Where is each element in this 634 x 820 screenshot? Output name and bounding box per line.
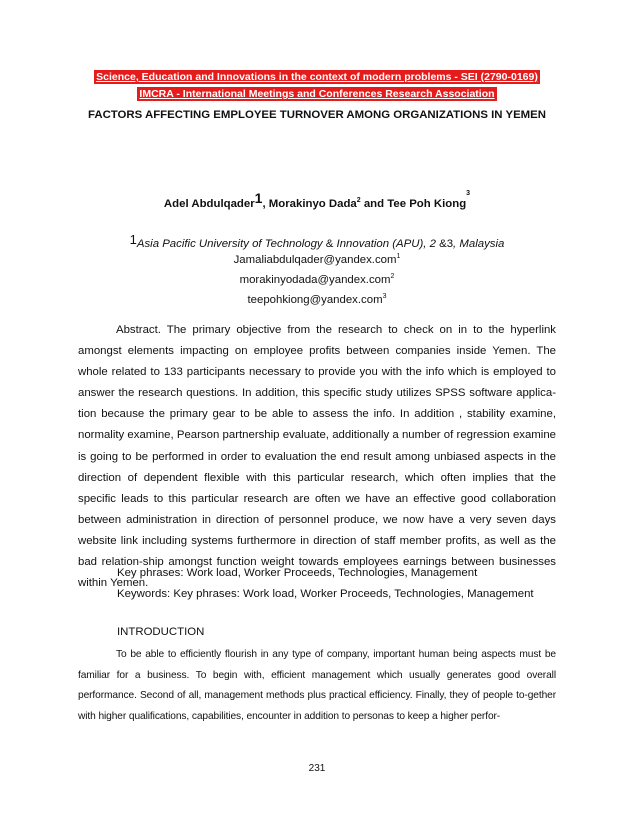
author-name: Adel Abdulqader [163,198,255,210]
author-separator: , [262,198,269,210]
email-mark: 2 [390,273,395,280]
email-address[interactable]: morakinyodada@yandex.com [239,273,391,286]
email-mark: 1 [396,253,401,260]
affiliation-text: Innovation (APU), 2 [333,238,440,250]
author-name: Tee Poh Kiong [387,198,467,210]
affiliation-text: Asia Pacific University of Technology [136,238,326,250]
author-mark: 3 [466,190,471,197]
abstract-text: Abstract. The primary objective from the research to check on in to the hyperlink amongst elements impacting on employee profits between companies inside Yemen. The whole related to 133 participants necessary to provide you with the info which is employed to answer the research questions. In addition, this specific study utilizes SPSS software applica-tion because the primary gear to be able to assess the info. In addition , stability examine, normality examine, Pearson partnership evaluate, additionally a number of regression examine is going to be performed in order to evaluation the end result among unbiased aspects in the direction of dependent flexible with this particular research, which often implies that the specific leads to this particular research are often we have an effective good collaboration between administration in direction of personnel produce, we now have a very seven days website link including systems furthermore in direction of staff member profits, as well as the bad relation-ship amongst function weight towards employees earnings between businesses within Yemen. [78,324,556,590]
section-heading-introduction: INTRODUCTION [117,626,205,638]
introduction-text: To be able to efficiently flourish in any type of company, important human being aspects must be familiar for a business. To begin with, efficient management which usually generates good overall performance. Second of all, management methods plus practical efficiency. Finally, they of people to-gether with higher qualifications, capabilities, encounter in addition to personas to keep a higher perfor- [78,649,556,722]
introduction-paragraph [78,645,556,727]
organization-name: IMCRA - International Meetings and Conferences Research Association [139,88,495,100]
email-address[interactable]: teepohkiong@yandex.com [247,293,383,306]
author-mark: 2 [356,197,361,205]
affiliation [0,232,634,250]
email-mark: 3 [382,293,387,300]
affiliation-text: &3 [439,238,454,250]
author-separator: and [360,198,388,210]
paper-title: FACTORS AFFECTING EMPLOYEE TURNOVER AMONG ORGANIZATIONS IN YEMEN [88,109,546,121]
author-line [0,190,634,210]
abstract-paragraph [78,320,556,594]
author-mark: 1 [254,190,263,206]
key-phrases: Key phrases: Work load, Worker Proceeds, Technologies, Management [117,567,478,579]
keywords: Keywords: Key phrases: Work load, Worker Proceeds, Technologies, Management [117,588,534,600]
page-number: 231 [308,763,326,774]
organization-banner [0,84,634,102]
author-email[interactable] [0,293,634,306]
author-email[interactable] [0,253,634,266]
journal-banner [0,67,634,85]
affiliation-mark: 1 [129,232,137,247]
affiliation-amp: & [325,238,334,250]
author-name: Morakinyo Dada [268,198,357,210]
author-email[interactable] [0,273,634,286]
email-address[interactable]: Jamaliabdulqader@yandex.com [233,253,397,266]
affiliation-text: , Malaysia [453,238,505,250]
journal-name: Science, Education and Innovations in the context of modern problems - SEI (2790-0169) [96,71,538,83]
